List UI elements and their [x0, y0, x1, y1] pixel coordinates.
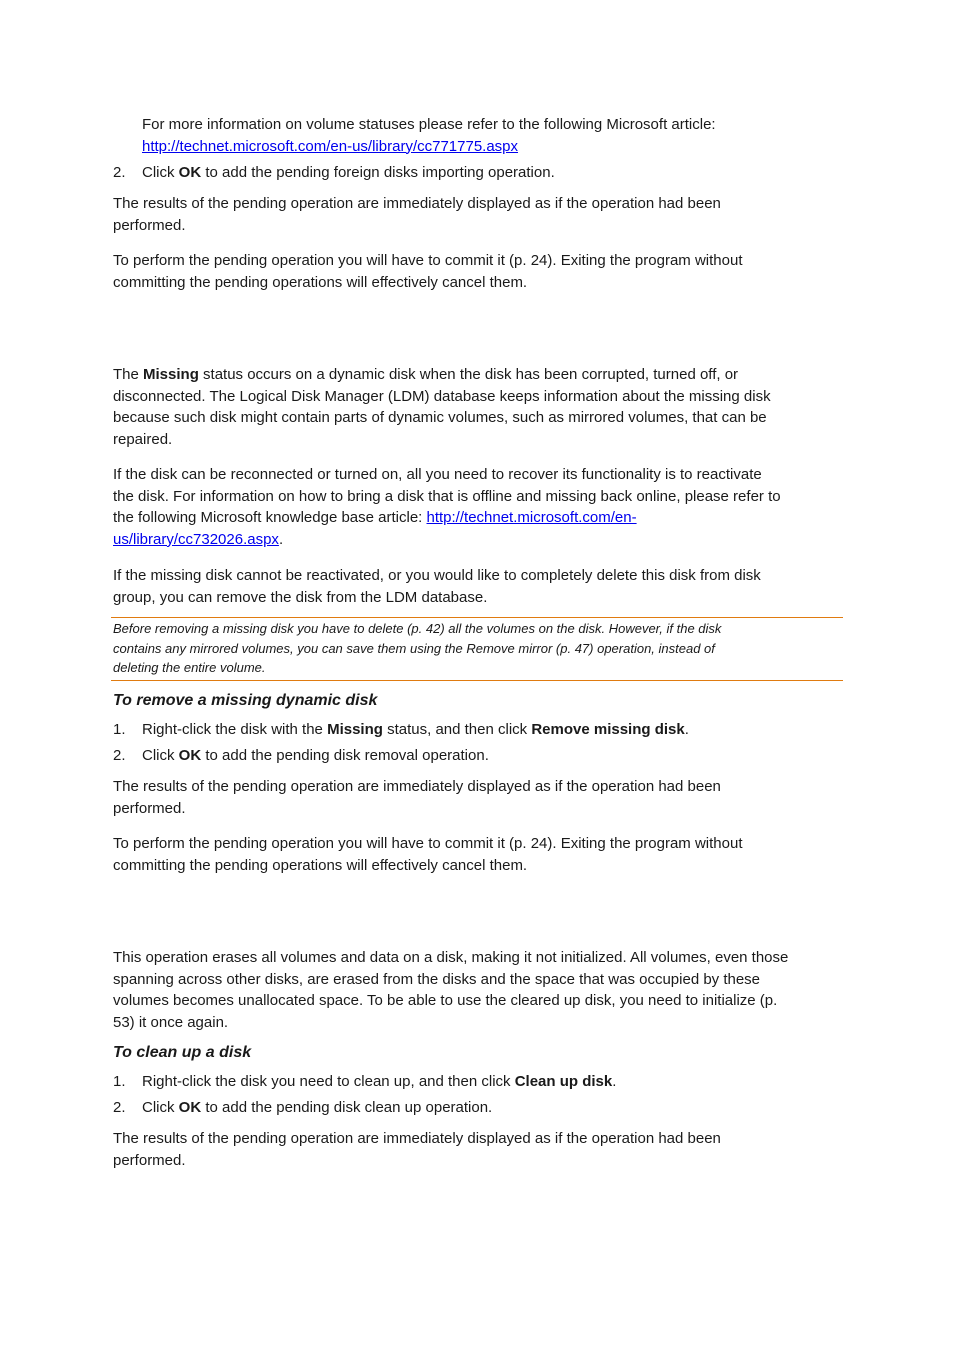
cleanup-paragraph: This operation erases all volumes and data on a disk, making it not initialized. All volumes, even those spanning across other disks, are erased from the disks and the space that was occupied by these volumes becomes unallocated space. To be able to use the cleared up disk, you need to initialize (p. 53) it once again.	[113, 949, 789, 1031]
procedure-title-cleanup: To clean up a disk	[113, 1044, 252, 1061]
procedure-title-remove: To remove a missing dynamic disk	[113, 692, 378, 709]
step-number: 2.	[113, 164, 126, 181]
step-number: 1.	[113, 721, 126, 738]
step-number: 2.	[113, 747, 126, 764]
clean-up-disk-label: Clean up disk	[514, 1073, 613, 1090]
missing-label: Missing	[143, 366, 199, 383]
volume-status-link[interactable]: http://technet.microsoft.com/en-us/library/cc771775.aspx	[142, 137, 519, 155]
reference-text: For more information on volume statuses please refer to the following Microsoft article:	[142, 116, 716, 133]
commit-paragraph: To perform the pending operation you will have to commit it (p. 24). Exiting the program without committing the pending operations will effectively cancel them.	[113, 835, 743, 874]
knowledge-base-link[interactable]: http://technet.microsoft.com/en-	[426, 509, 637, 526]
commit-paragraph: To perform the pending operation you will have to commit it (p. 24). Exiting the program without committing the pending operations will effectively cancel them.	[113, 252, 743, 291]
ok-label: OK	[178, 164, 202, 181]
cleanup-step-2: Click OK to add the pending disk clean up operation.	[142, 1099, 493, 1116]
remove-missing-disk-label: Remove missing disk	[531, 721, 685, 738]
missing-status-paragraph: The Missing status occurs on a dynamic disk when the disk has been corrupted, turned off, or disconnected. The Logical Disk Manager (LDM) database keeps information about the missing disk because such disk might contain parts of dynamic volumes, such as mirrored volumes, that can be repaired.	[113, 366, 771, 448]
remove-from-ldm-paragraph: If the missing disk cannot be reactivated, or you would like to completely delete this disk from disk group, you can remove the disk from the LDM database.	[113, 567, 761, 606]
cleanup-step-1: Right-click the disk you need to clean up, and then click Clean up disk.	[142, 1073, 617, 1090]
note-box: Before removing a missing disk you have to delete (p. 42) all the volumes on the disk. However, if the disk contains any mirrored volumes, you can save them using the Remove mirror (p. 47) operation, instead of deleting the entire volume.	[111, 617, 843, 681]
remove-step-2: Click OK to add the pending disk removal operation.	[142, 747, 489, 764]
import-step-2: Click OK to add the pending foreign disks importing operation.	[142, 164, 555, 181]
results-paragraph: The results of the pending operation are immediately displayed as if the operation had been performed.	[113, 1130, 721, 1169]
reactivate-paragraph: If the disk can be reconnected or turned on, all you need to recover its functionality is to reactivate the disk. For information on how to bring a disk that is offline and missing back online, please refer to the following Microsoft knowledge base article: http://technet.microsoft.com/en- us/library/cc732026.aspx.	[113, 466, 781, 548]
step-number: 2.	[113, 1099, 126, 1116]
results-paragraph: The results of the pending operation are immediately displayed as if the operation had been performed.	[113, 778, 721, 817]
step-number: 1.	[113, 1073, 126, 1090]
remove-step-1: Right-click the disk with the Missing status, and then click Remove missing disk.	[142, 721, 689, 738]
knowledge-base-link-cont[interactable]: us/library/cc732026.aspx	[113, 530, 279, 548]
results-paragraph: The results of the pending operation are immediately displayed as if the operation had been performed.	[113, 195, 721, 234]
volume-status-reference	[142, 114, 842, 157]
